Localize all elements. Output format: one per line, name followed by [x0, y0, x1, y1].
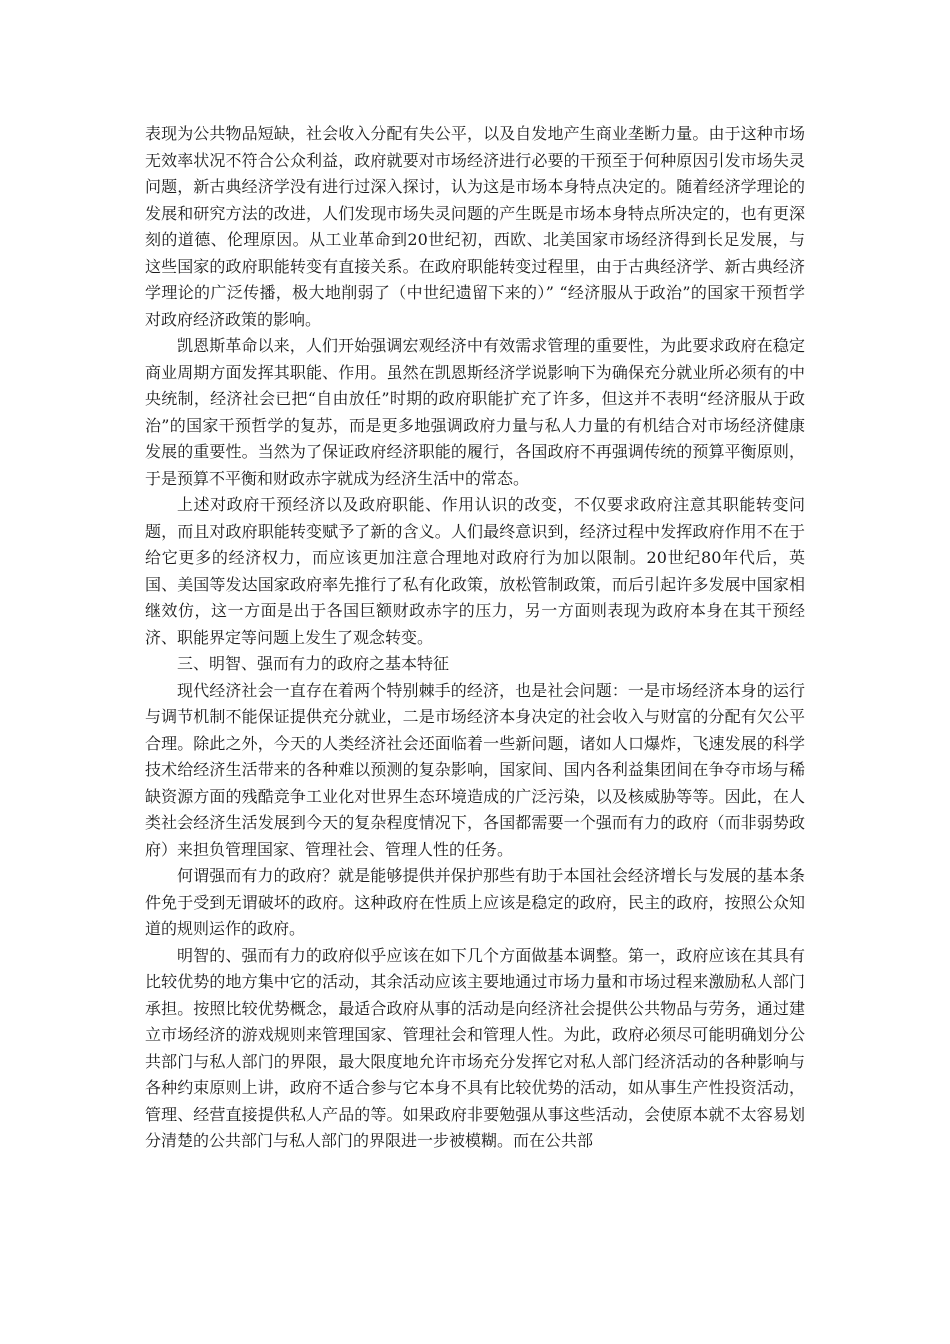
paragraph: 现代经济社会一直存在着两个特别棘手的经济，也是社会问题：一是市场经济本身的运行与调节机制不能保证提供充分就业，二是市场经济本身决定的社会收入与财富的分配有欠公平合理。除此之外，今天的人类经济社会还面临着一些新问题，诸如人口爆炸，飞速发展的科学技术给经济生活带来的各种难以预测的复杂影响，国家间、国内各利益集团间在争夺市场与稀缺资源方面的残酷竞争工业化对世界生态环境造成的广泛污染，以及核威胁等等。因此，在人类社会经济生活发展到今天的复杂程度情况下，各国都需要一个强而有力的政府（而非弱势政府）来担负管理国家、管理社会、管理人性的任务。: [145, 680, 805, 859]
paragraph: 何谓强而有力的政府？就是能够提供并保护那些有助于本国社会经济增长与发展的基本条件免于受到无谓破坏的政府。这种政府在性质上应该是稳定的政府，民主的政府，按照公众知道的规则运作的政府。: [145, 866, 805, 938]
section-heading: 三、明智、强而有力的政府之基本特征: [177, 654, 450, 673]
paragraph: 表现为公共物品短缺，社会收入分配有失公平，以及自发地产生商业垄断力量。由于这种市场无效率状况不符合公众利益，政府就要对市场经济进行必要的干预至于何种原因引发市场失灵问题，新古典经济学没有进行过深入探讨，认为这是市场本身特点决定的。随着经济学理论的发展和研究方法的改进，人们发现市场失灵问题的产生既是市场本身特点所决定的，也有更深刻的道德、伦理原因。从工业革命到20世纪初，西欧、北美国家市场经济得到长足发展，与这些国家的政府职能转变有直接关系。在政府职能转变过程里，由于古典经济学、新古典经济学理论的广泛传播，极大地削弱了（中世纪遗留下来的）” “经济服从于政治”的国家干预哲学对政府经济政策的影响。: [145, 124, 805, 329]
paragraph: 凯恩斯革命以来，人们开始强调宏观经济中有效需求管理的重要性，为此要求政府在稳定商业周期方面发挥其职能、作用。虽然在凯恩斯经济学说影响下为确保充分就业所必须有的中央统制，经济社会已把“自由放任”时期的政府职能扩充了许多，但这并不表明“经济服从于政治”的国家干预哲学的复苏，而是更多地强调政府力量与私人力量的有机结合对市场经济健康发展的重要性。当然为了保证政府经济职能的履行，各国政府不再强调传统的预算平衡原则，于是预算不平衡和财政赤字就成为经济生活中的常态。: [145, 336, 805, 488]
paragraph: 上述对政府干预经济以及政府职能、作用认识的改变，不仅要求政府注意其职能转变问题，而且对政府职能转变赋予了新的含义。人们最终意识到，经济过程中发挥政府作用不在于给它更多的经济权力，而应该更加注意合理地对政府行为加以限制。20世纪80年代后，英国、美国等发达国家政府率先推行了私有化政策，放松管制政策，而后引起许多发展中国家相继效仿，这一方面是出于各国巨额财政赤字的压力，另一方面则表现为政府本身在其干预经济、职能界定等问题上发生了观念转变。: [145, 495, 805, 647]
paragraph: 明智的、强而有力的政府似乎应该在如下几个方面做基本调整。第一，政府应该在其具有比较优势的地方集中它的活动，其余活动应该主要地通过市场力量和市场过程来激励私人部门承担。按照比较优势概念，最适合政府从事的活动是向经济社会提供公共物品与劳务，通过建立市场经济的游戏规则来管理国家、管理社会和管理人性。为此，政府必须尽可能明确划分公共部门与私人部门的界限，最大限度地允许市场充分发挥它对私人部门经济活动的各种影响与各种约束原则上讲，政府不适合参与它本身不具有比较优势的活动，如从事生产性投资活动，管理、经营直接提供私人产品的等。如果政府非要勉强从事这些活动，会使原本就不太容易划分清楚的公共部门与私人部门的界限进一步被模糊。而在公共部: [145, 945, 805, 1150]
document-page: [145, 121, 805, 1155]
